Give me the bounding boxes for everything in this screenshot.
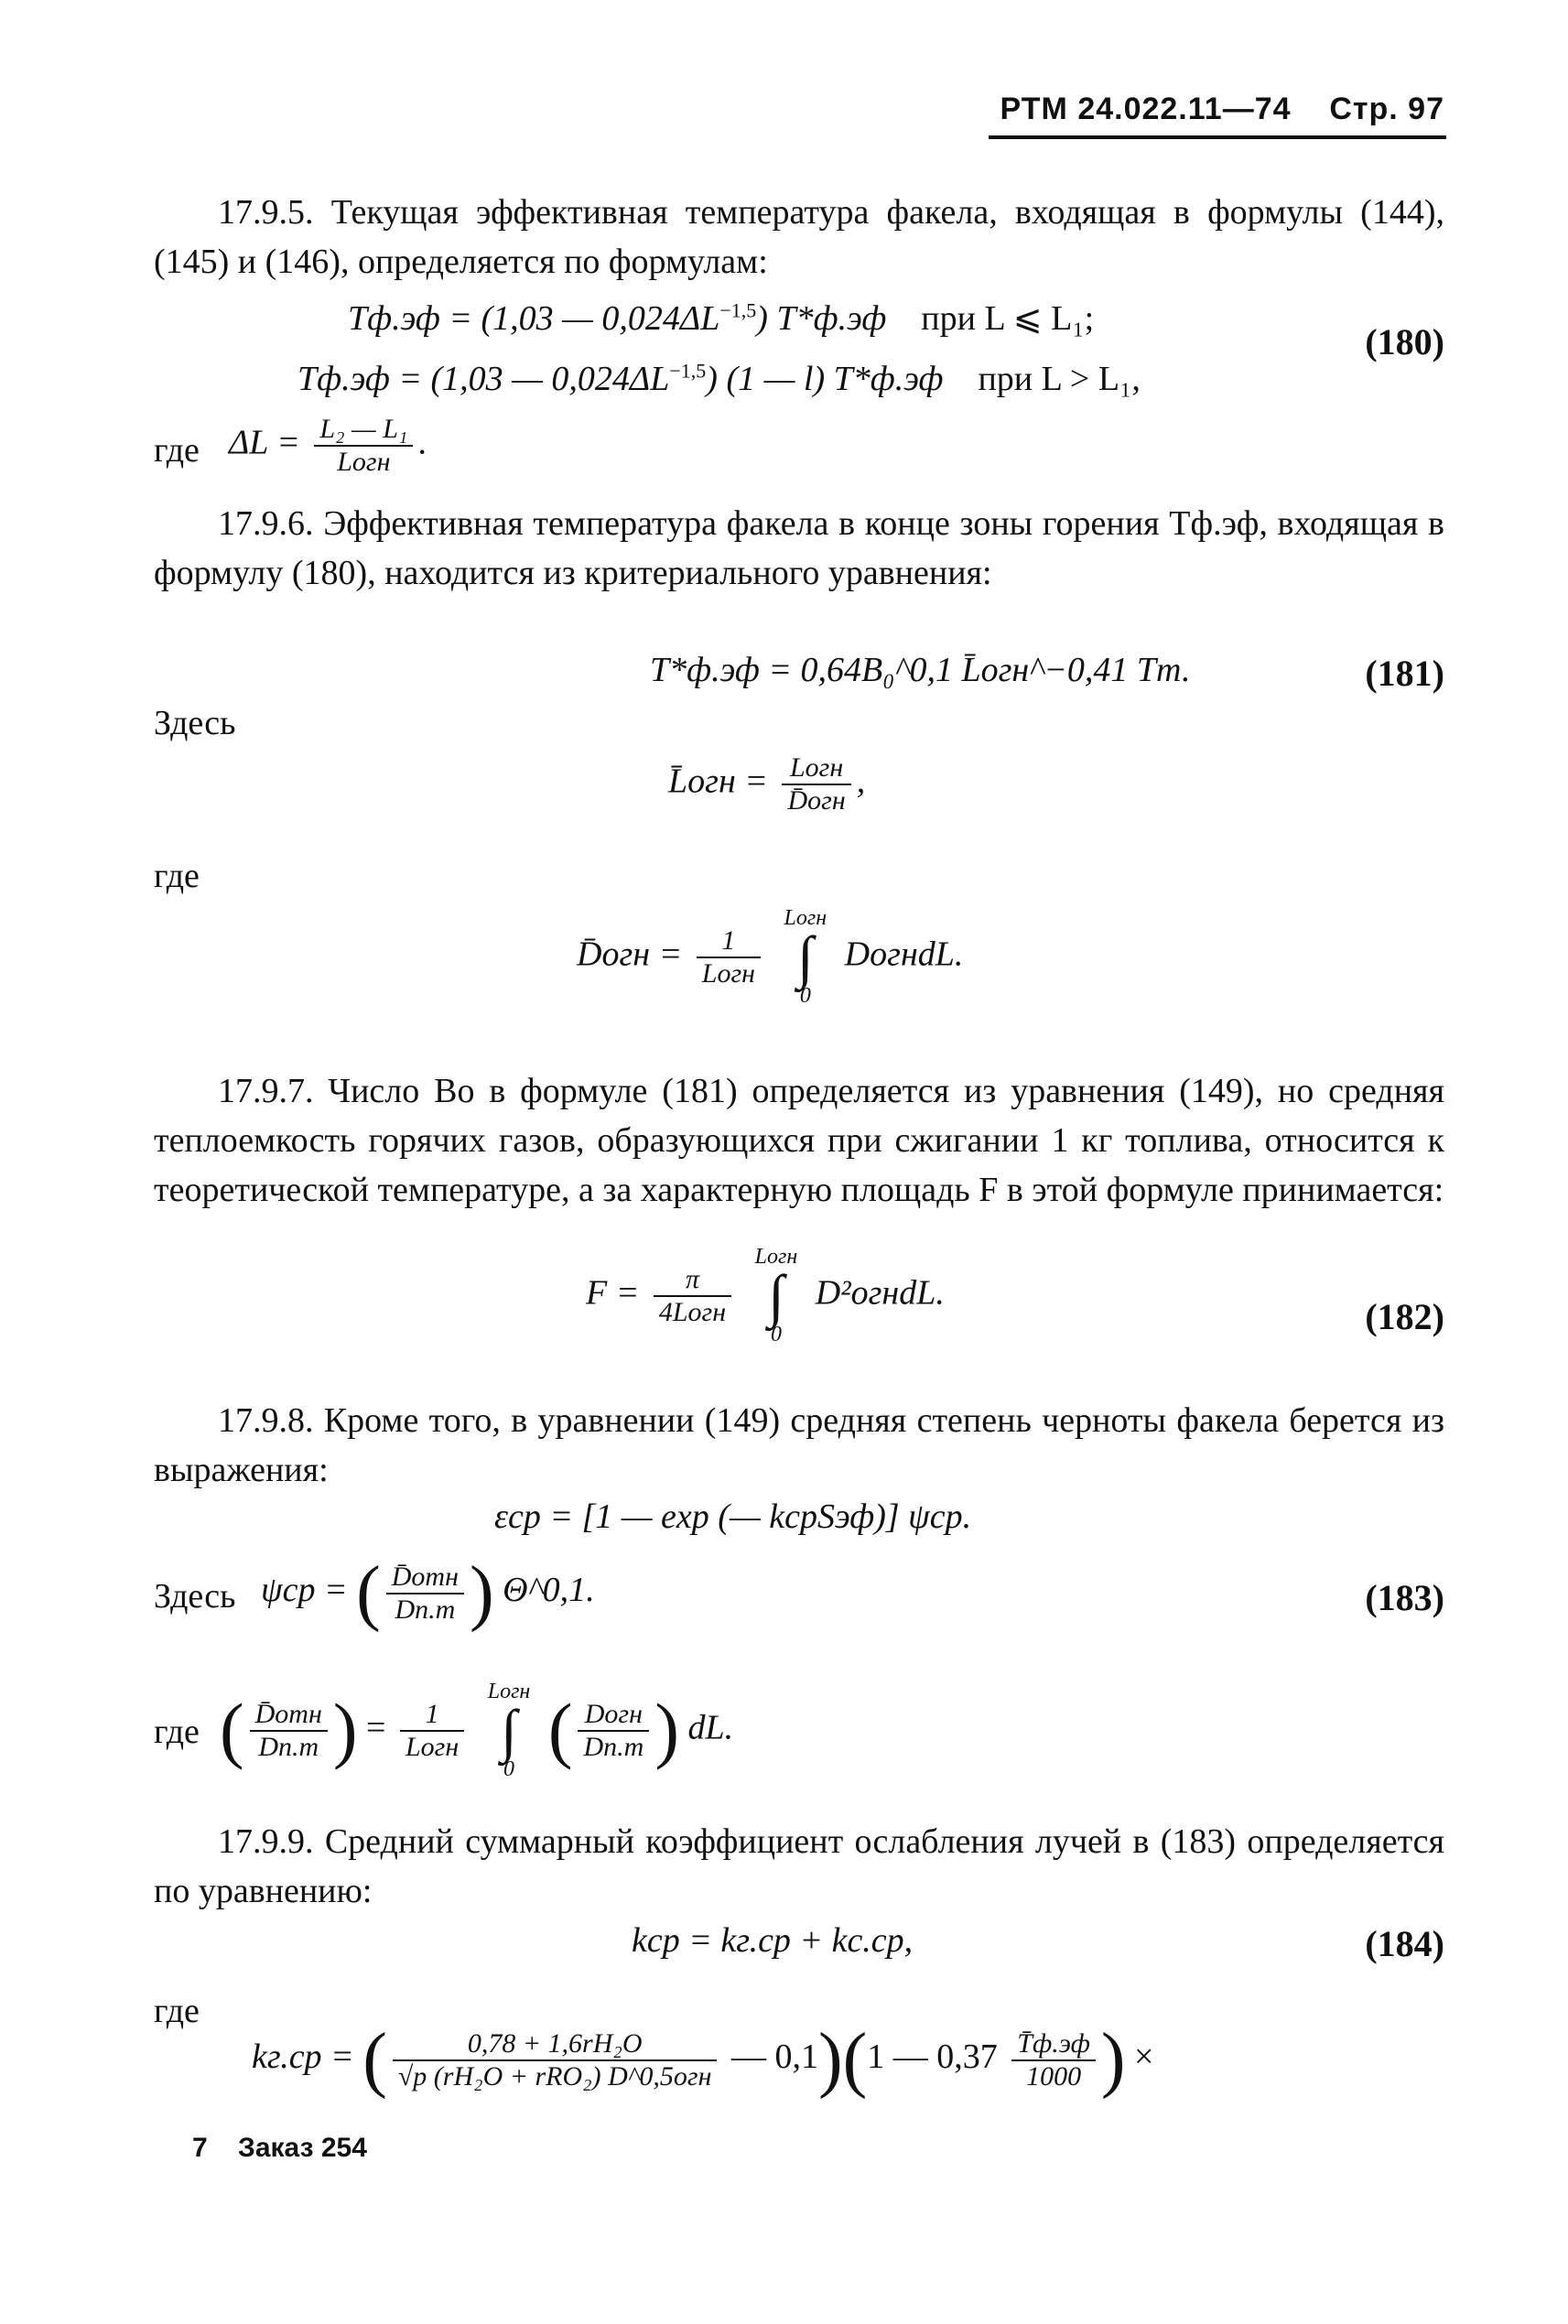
psi-definition: ψср = ( $\frac{\text{D̄отн}}{Dп.т}$ ) Θ^0,1. (261, 1552, 595, 1633)
paragraph-17-9-8: 17.9.8. Кроме того, в уравнении (149) средняя степень черноты факела берется из выражения: (154, 1401, 1444, 1489)
emissivity-equation: εср = [1 — exp (— kсрSэф)] ψср. (494, 1497, 972, 1536)
header-rule (989, 135, 1446, 139)
page-label: Стр. 97 (1329, 92, 1444, 126)
eq-number-183: (183) (1365, 1577, 1444, 1618)
k-gas-definition: kг.ср = ( $\frac{\text{0,78 + 1,6rH₂O}}{\text{√p (rH₂O + rRO₂) D\textasciicircum{}0,5огн}}$ — 0,1)(1 — 0,37 $\frac{T̄ф.эф}{1000}$ ) × (252, 2019, 1154, 2100)
eq-number-180: (180) (1365, 321, 1444, 362)
label-where: где (154, 857, 200, 895)
equation-181: T*ф.эф = 0,64B₀^0,1 L̄огн^−0,41 Tт. (650, 651, 1191, 689)
equation-180-line1: Tф.эф = (1,03 — $0,024\Delta L^{-1,5}$) T*ф.эф при L ⩽ L₁; (348, 298, 1095, 338)
equation-184: kср = kг.ср + kс.ср, (632, 1921, 914, 1960)
page-footer (192, 2133, 367, 2164)
label-here: Здесь (154, 1577, 236, 1616)
delta-l-definition: ΔL = $\frac{\text{L₂ — L₁}}{\text{Lогн}}$ . (229, 414, 427, 477)
label-where: где (154, 1713, 200, 1751)
paragraph-17-9-5: 17.9.5. Текущая эффективная температура факела, входящая в формулы (144), (145) и (146), определяется по формулам: (154, 193, 1444, 281)
label-where: где (154, 431, 200, 470)
d-bar-definition: D̄огн = $\frac{1}{\text{Lогн}}$ Lогн ∫ 0 DогнdL. (577, 906, 964, 1008)
equation-180-line2: Tф.эф = (1,03 — $0,024\Delta L^{-1,5}$) (1 — l) T*ф.эф при L > L₁, (297, 359, 1141, 398)
page-header (1000, 92, 1444, 127)
sheet-number: 7 (192, 2133, 208, 2163)
eq-number-182: (182) (1365, 1296, 1444, 1337)
eq-number-181: (181) (1365, 653, 1444, 694)
label-here: Здесь (154, 704, 236, 742)
paragraph-17-9-7: 17.9.7. Число Во в формуле (181) определяется из уравнения (149), но средняя теплоемкость горячих газов, образующихся при сжигании 1 кг топлива, относится к теоретической температуре, а за характерную площадь F в этой формуле принимается: (154, 1072, 1444, 1209)
l-bar-definition: L̄огн = $\frac{\text{Lогн}}{\text{D̄огн}}$ , (668, 752, 866, 816)
equation-182: F = $\frac{\pi}{\text{4Lогн}}$ Lогн ∫ 0 D²огнdL. (586, 1245, 945, 1346)
order-number: Заказ 254 (238, 2133, 367, 2163)
ratio-definition: ( $\frac{\text{D̄отн}}{Dп.т}$ ) = $\frac{1}{\text{Lогн}}$ Lогн ∫ 0 ( $\frac{\text{Dогн}}{Dп.т}$ ) dL. (220, 1680, 734, 1781)
label-where: где (154, 1992, 200, 2030)
paragraph-17-9-9: 17.9.9. Средний суммарный коэффициент ослабления лучей в (183) определяется по уравнению: (154, 1822, 1444, 1910)
eq-number-184: (184) (1365, 1923, 1444, 1964)
paragraph-17-9-6: 17.9.6. Эффективная температура факела в конце зоны горения Tф.эф, входящая в формулу (180), находится из критериального уравнения: (154, 504, 1444, 592)
doc-code: РТМ 24.022.11—74 (1000, 92, 1292, 126)
